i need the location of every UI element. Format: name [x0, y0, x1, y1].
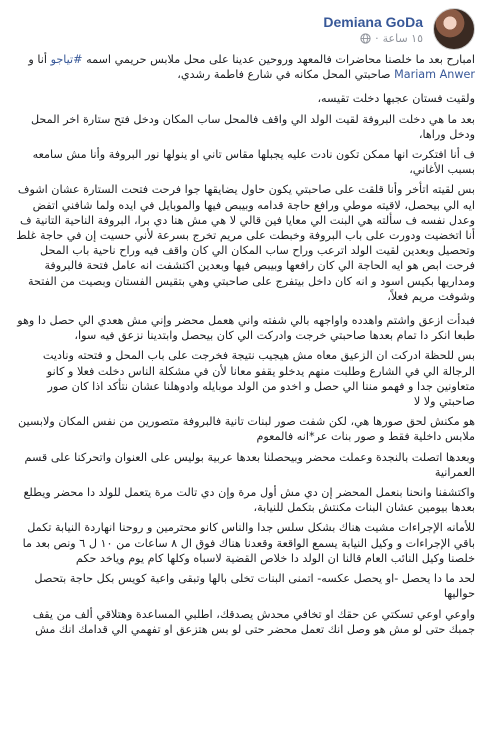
- post-text: ف أنا افتكرت انها ممكن تكون نادت عليه يجبلها مقاس تاني او ينولها نور البروفة وأنا مش سامعه بسبب الأغاني،: [32, 148, 475, 177]
- post-paragraph: [8, 313, 475, 343]
- post-time[interactable]: ١٥ ساعة: [382, 31, 423, 45]
- post-text: صاحبتي المحل مكانه في شارع فاطمة رشدي،: [177, 68, 395, 82]
- post-paragraph: [8, 450, 475, 480]
- post-header: [0, 0, 483, 52]
- post-meta: [323, 14, 423, 45]
- post-text: واكتشفنا وانحنا بنعمل المحضر إن دي مش أول مرة وإن دي تالت مرة يتعمل للولد دا محضر ويطلع بعدها بيومين عشان البنات مكنتش بتكمل للنيابة،: [23, 486, 475, 515]
- post-body: [0, 52, 483, 637]
- post-paragraph: [8, 348, 475, 409]
- post-text: للأمانه الإجراءات مشيت هناك بشكل سلس جدا والناس كانو محترمين و روحنا انهاردة النيابة تكمل باقي الإجراءات و وكيل النيابة يسمع الواقعة وقعدنا هناك فوق ال ٨ ساعات من ١٠ ل ٦ ونص بعد ما خلصنا وكيل النائب العام قالنا ان الولد دا خلاص القضية لاسباه وكلها كام يوم وياخد حكم: [22, 521, 475, 565]
- post-text: بس للحظة ادركت ان الزعيق معاه مش هيجيب نتيجة فخرجت على باب المحل و فتحته وناديت الرجالة الي في الشارع وطلبت منهم يدخلو يقفو معانا لأن في مشكلة الناس دخلت فعلا و كانو متعاونين جدا و فهمو مننا الي حصل و اخدو من الولد موبايله وادوهلنا عشان نتأكد اذا كان صور صاحبتي ولا لا: [42, 349, 475, 409]
- post-text: ولقيت فستان عجبها دخلت تقيسه،: [317, 92, 475, 106]
- post-paragraph: [8, 112, 475, 142]
- post-text: امبارح بعد ما خلصنا محاضرات فالمعهد وروحين عدينا على محل ملابس حريمي اسمه: [82, 53, 475, 66]
- hashtag-link[interactable]: #تياجو: [50, 53, 83, 66]
- post-paragraph: [8, 52, 475, 82]
- author-name[interactable]: Demiana GoDa: [323, 13, 423, 30]
- post-text: واوعي اوعي تسكتي عن حقك او تخافي محدش يصدقك، اطلبي المساعدة وهتلاقي ألف من يقف جمبك حتى لو مش هو وصل انك تعمل محضر حتى لو بس هتزعق او تفهمي الي قدامك انك مش: [32, 607, 475, 636]
- post-paragraph: [8, 182, 475, 304]
- post-paragraph: [8, 485, 475, 515]
- post-text: أنا و: [28, 53, 51, 66]
- post-text: لحد ما دا يحصل -او يحصل عكسه- اتمنى البنات تخلى بالها وتبقى واعية كويس بكل حاجة بتحصل حواليها: [34, 572, 475, 601]
- post-paragraph: [8, 91, 475, 106]
- post-text: بس لقيته اتأخر وأنا قلقت على صاحبتي يكون حاول يضايقها جوا فرحت فتحت الستارة عشان اشوف ايه الي بيحصل، لاقيته موطي ورافع حاجة قدامه وبيبص فيها والموبايل في ايده ولما شافني اتفض وعدل نفسه ف سألته هي البنت الي معايا فين قالي لا هي مش هنا دي برا، البروفة الناحية التانية ف أنا اتخضيت ودورت على باب البروفة وخبطت على مريم تخرج بسرعة لأني حسيت إن في حاجة غلط وتحصيل وبعدين لقيت الولد اترعب وراح ساب المكان الي كان واقف فيه وراح ناحية باب المحل فرحت ابص هو ايه الحاجة الي كان رافعها وبيبص فيها وبعدين اكتشفت انه عامل فتحة فالبروفة ومداريها بكيس اسود و انه كان داخل بيتفرج على صاحبتي وهي بتقيس الفستان وبصيت من الفتحة وشوفت مريم فعلاً،: [16, 183, 475, 303]
- globe-icon: [360, 33, 371, 44]
- avatar[interactable]: [433, 8, 475, 50]
- mention-link[interactable]: Mariam Anwer: [394, 68, 475, 82]
- post-paragraph: [8, 147, 475, 177]
- post-text: فبدأت ازعق واشتم واهدده واواجهه بالي شفته واني هعمل محضر وإني مش هعدي الي حصل دا وهو طبعا انكر دا تمام بعدها صاحبتي خرجت وادركت الي كان بيحصل وابتدينا نزعق فيه سوا،: [17, 314, 475, 343]
- post-paragraph: [8, 607, 475, 637]
- post-text: هو مكنش لحق صورها هي، لكن شفت صور لبنات تانية فالبروفة متصورين من نفس المكان ولابسين ملابس داخلية فقط و صور بنات عر*انه فالمعوم: [18, 415, 475, 444]
- post-paragraph: [8, 571, 475, 601]
- post-paragraph: [8, 520, 475, 566]
- post-paragraph: [8, 414, 475, 444]
- post-text: وبعدها اتصلت بالنجدة وعملت محضر وبيحصلنا بعدها عربية بوليس على العنوان واتحركنا على قسم العمرانية: [24, 450, 475, 479]
- post-text: بعد ما هي دخلت البروفة لقيت الولد الي واقف فالمحل ساب المكان ودخل فتح ستارة اخر المحل ودخل وراها،: [30, 112, 475, 141]
- post-subline: [360, 32, 423, 45]
- separator-dot: ·: [375, 31, 379, 45]
